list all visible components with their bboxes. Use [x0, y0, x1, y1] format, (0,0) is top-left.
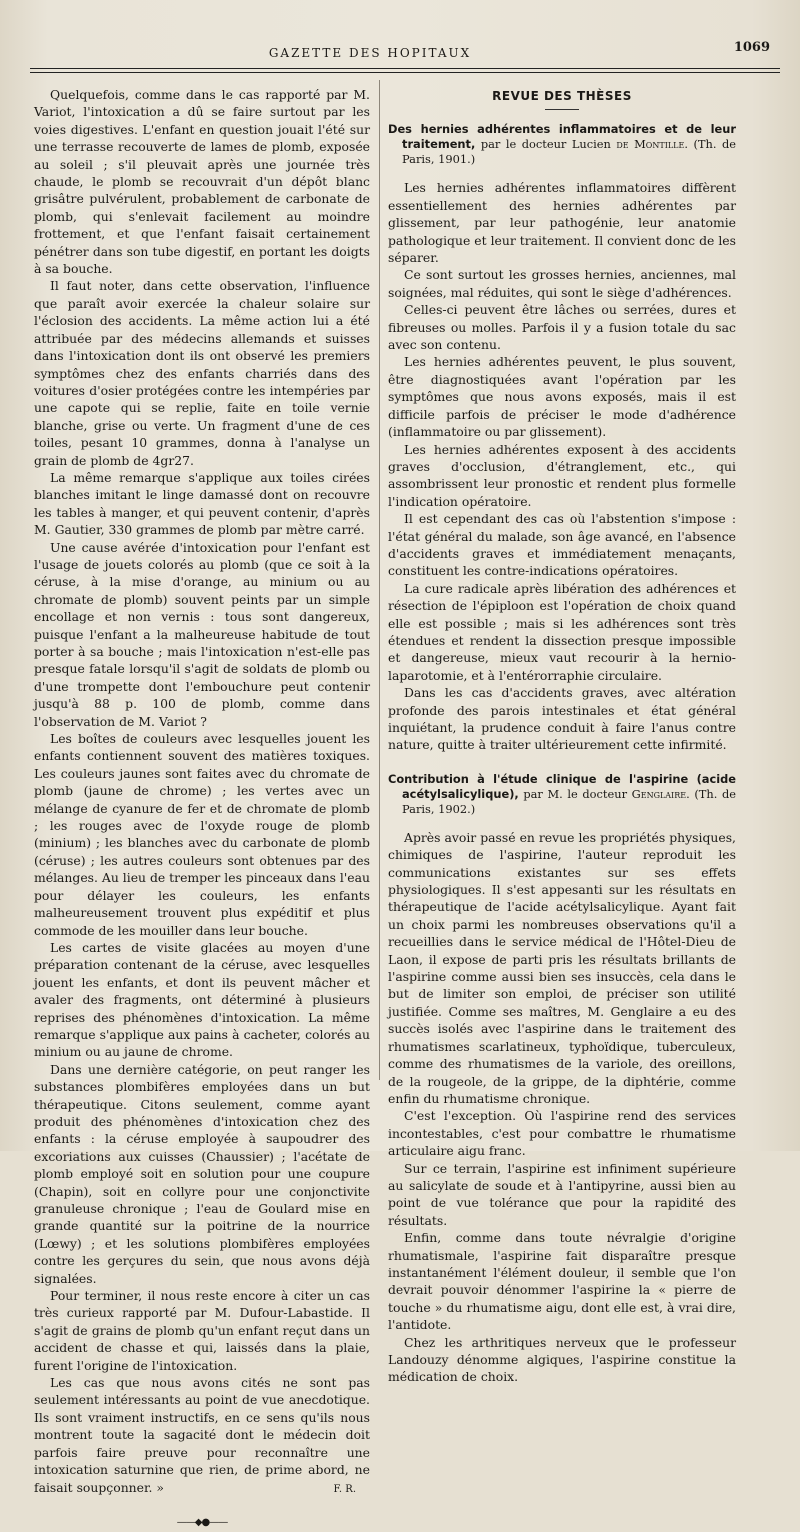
article-signature: F. R.: [333, 1483, 356, 1495]
paragraph: Sur ce terrain, l'aspirine est infiniment supérieure au salicylate de soude et à l'antipyrine, aussi bien au point de vue tolérance que pour la rapidité des résultats.: [388, 1160, 736, 1228]
paragraph: C'est l'exception. Où l'aspirine rend des services incontestables, c'est pour combattre le rhumatisme articulaire aigu franc.: [388, 1108, 736, 1159]
paragraph: Après avoir passé en revue les propriétés physiques, chimiques de l'aspirine, l'auteur reproduit les communications existantes sur ses effets physiologiques. Il s'est appesanti sur les résultats en thérapeutique de l'acide acétylsalicylique. Ayant fait un choix parmi les nombreuses observations qu'il a recueillies dans le service médical de l'Hôtel-Dieu de Laon, il expose de parti pris les résultats brillants de l'aspirine comme aussi bien ses insuccès, cela dans le but de limiter son emploi, de préciser son utilité justifiée. Comme ses maîtres, M. Genglaire a eu des succès isolés avec l'aspirine dans le traitement des rhumatismes scarlatineux, typhoïdique, tuberculeux, comme des rhumatismes de la variole, des oreillons, de la rougeole, de la grippe, de la diphtérie, comme enfin du rhumatisme chronique.: [388, 829, 736, 1106]
paragraph: Celles-ci peuvent être lâches ou serrées, dures et fibreuses ou molles. Parfois il y a fusion totale du sac avec son contenu.: [388, 302, 736, 353]
paragraph: Il est cependant des cas où l'abstention s'impose : l'état général du malade, son âge avancé, en l'absence d'accidents graves et immédiatement menaçants, constituent les contre-indications opératoires.: [388, 511, 736, 579]
paragraph: Les hernies adhérentes inflammatoires diffèrent essentiellement des hernies adhérentes par glissement, par leur pathogénie, leur anatomie pathologique et leur traitement. Il convient donc de les séparer.: [388, 180, 736, 266]
paragraph: Les hernies adhérentes peuvent, le plus souvent, être diagnostiquées avant l'opération par les symptômes que nous avons exposés, mais il est difficile parfois de préciser le mode d'adhérence (inflammatoire ou par glissement).: [388, 354, 736, 440]
paragraph: Enfin, comme dans toute névralgie d'origine rhumatismale, l'aspirine fait disparaître presque instantanément l'élément douleur, il semble que l'on devrait pouvoir dénommer l'aspirine la « pierre de touche » du rhumatisme aigu, dont elle est, à vrai dire, l'antidote.: [388, 1230, 736, 1333]
section-rule: [545, 109, 579, 110]
thesis-author: Genglaire: [631, 786, 687, 801]
paragraph: Les cas que nous avons cités ne sont pas seulement intéressants au point de vue anecdotique. Ils sont vraiment instructifs, en ce sens qu'ils nous montrent toute la sagacité dont le médecin doit parfois faire preuve pour reconnaître une intoxication saturnine que rien, de prime abord, ne faisait soupçonner. »: [34, 1375, 370, 1495]
right-column: [388, 86, 736, 1386]
paragraph: Pour terminer, il nous reste encore à citer un cas très curieux rapporté par M. Dufour-Labastide. Il s'agit de grains de plomb qu'un enfant reçut dans un accident de chasse et qui, laissés dans la plaie, furent l'origine de l'intoxication.: [34, 1288, 370, 1373]
thesis-byline: par M. le docteur: [518, 786, 632, 801]
paragraph: Quelquefois, comme dans le cas rapporté par M. Variot, l'intoxication a dû se faire surtout par les voies digestives. L'enfant en question jouait l'été sur une terrasse recouverte de lames de plomb, exposée au soleil ; s'il pleuvait après une journée très chaude, le plomb se recouvrait d'un dépôt blanc grisâtre pulvérulent, probablement de carbonate de plomb, qui s'enlevait facilement au moindre frottement, et que l'enfant faisait certainement pénétrer dans son tube digestif, en portant les doigts à sa bouche.: [34, 87, 370, 277]
thesis-author: de Montille: [616, 137, 685, 152]
paragraph: Les hernies adhérentes exposent à des accidents graves d'occlusion, d'étranglement, etc., qui assombrissent leur pronostic et rendent plus formelle l'indication opératoire.: [388, 441, 736, 509]
thesis-title-text: Contribution à l'étude clinique de l'aspirine (acide acétylsalicylique),: [388, 771, 736, 801]
page-header-title: GAZETTE DES HOPITAUX: [268, 46, 472, 60]
thesis-byline: par le docteur Lucien: [475, 137, 617, 152]
thesis-citation: . (Th. de Paris, 1901.): [402, 137, 736, 167]
paragraph: Ce sont surtout les grosses hernies, anciennes, mal soignées, mal réduites, qui sont le siège d'adhérences.: [388, 267, 736, 300]
paragraph: Dans les cas d'accidents graves, avec altération profonde des parois intestinales et état général inquiétant, la prudence conduit à faire l'anus contre nature, quitte à traiter ultérieurement cette infirmité.: [388, 685, 736, 753]
section-title: REVUE DES THÈSES: [492, 89, 632, 103]
paragraph: Les boîtes de couleurs avec lesquelles jouent les enfants contiennent souvent des matières toxiques. Les couleurs jaunes sont faites avec du chromate de plomb (jaune de chrome) ; les vertes avec un mélange de cyanure de fer et de chromate de plomb ; les rouges avec de l'oxyde rouge de plomb (minium) ; les blanches avec du carbonate de plomb (céruse) ; les autres couleurs sont obtenues par des mélanges. Au lieu de tremper les pinceaux dans l'eau pour délayer les couleurs, les enfants malheureusement trouvent plus expéditif et plus commode de les mouiller dans leur bouche.: [34, 731, 370, 938]
thesis-citation: . (Th. de Paris, 1902.): [402, 786, 736, 816]
paragraph: Les cartes de visite glacées au moyen d'une préparation contenant de la céruse, avec lesquelles jouent les enfants, et dont ils peuvent mâcher et avaler des fragments, ont déterminé à plusieurs reprises des phénomènes d'intoxication. La même remarque s'applique aux pains à cacheter, colorés au minium ou au jaune de chrome.: [34, 939, 370, 1060]
paragraph: La cure radicale après libération des adhérences et résection de l'épiploon est l'opération de choix quand elle est possible ; mais si les adhérences sont très étendues et rendent la dissection presque impossible et dangereuse, mieux vaut recourir à la hernio-laparotomie, et à l'entérorraphie circulaire.: [388, 580, 736, 683]
paragraph: Il faut noter, dans cette observation, l'influence que paraît avoir exercée la chaleur solaire sur l'éclosion des accidents. La même action lui a été attribuée par des médecins allemands et suisses dans l'intoxication dont ils ont observé les premiers symptômes chez des enfants charriés dans des voitures d'osier protégées contre les intempéries par une capote qui se replie, faite en toile vernie blanche, grise ou verte. Un fragment d'une de ces toiles, pesant 10 grammes, donna à l'analyse un grain de plomb de 4gr27.: [34, 278, 370, 468]
column-divider: [379, 80, 380, 1080]
page-number: 1069: [733, 40, 770, 55]
thesis-title: [388, 122, 736, 167]
paragraph: La même remarque s'applique aux toiles cirées blanches imitant le linge damassé dont on recouvre les tables à manger, et qui peuvent contenir, d'après M. Gautier, 330 grammes de plomb par mètre carré.: [34, 469, 370, 538]
paragraph: Chez les arthritiques nerveux que le professeur Landouzy dénomme algiques, l'aspirine constitue la médication de choix.: [388, 1334, 736, 1385]
end-ornament: ——◆●——: [176, 1517, 228, 1529]
thesis-title-text: Des hernies adhérentes inflammatoires et de leur traitement,: [388, 122, 736, 152]
paragraph: Une cause avérée d'intoxication pour l'enfant est l'usage de jouets colorés au plomb (que ce soit à la céruse, à la mise d'orange, au minium ou au chromate de plomb) souvent peints par un simple encollage et non vernis : tous sont dangereux, puisque l'enfant a la malheureuse habitude de tout porter à sa bouche ; mais l'intoxication n'est-elle pas presque fatale lorsqu'il s'agit de soldats de plomb ou d'une trompette dont l'embouchure peut contenir jusqu'à 88 p. 100 de plomb, comme dans l'observation de M. Variot ?: [34, 539, 370, 729]
left-column: [34, 86, 370, 1532]
header-rule: [30, 68, 780, 73]
paragraph: Dans une dernière catégorie, on peut ranger les substances plombifères employées dans un but thérapeutique. Citons seulement, comme ayant produit des phénomènes d'intoxication chez des enfants : la céruse employée à saupoudrer des excoriations aux cuisses (Chaussier) ; l'acétate de plomb employé soit en solution pour une coupure (Chapin), soit en collyre pour une conjonctivite granuleuse chronique ; l'eau de Goulard mise en grande quantité sur la poitrine de la nourrice (Lœwy) ; et les solutions plombifères employées contre les gerçures du sein, que nous avons déjà signalées.: [34, 1061, 370, 1286]
thesis-title: [388, 772, 736, 817]
